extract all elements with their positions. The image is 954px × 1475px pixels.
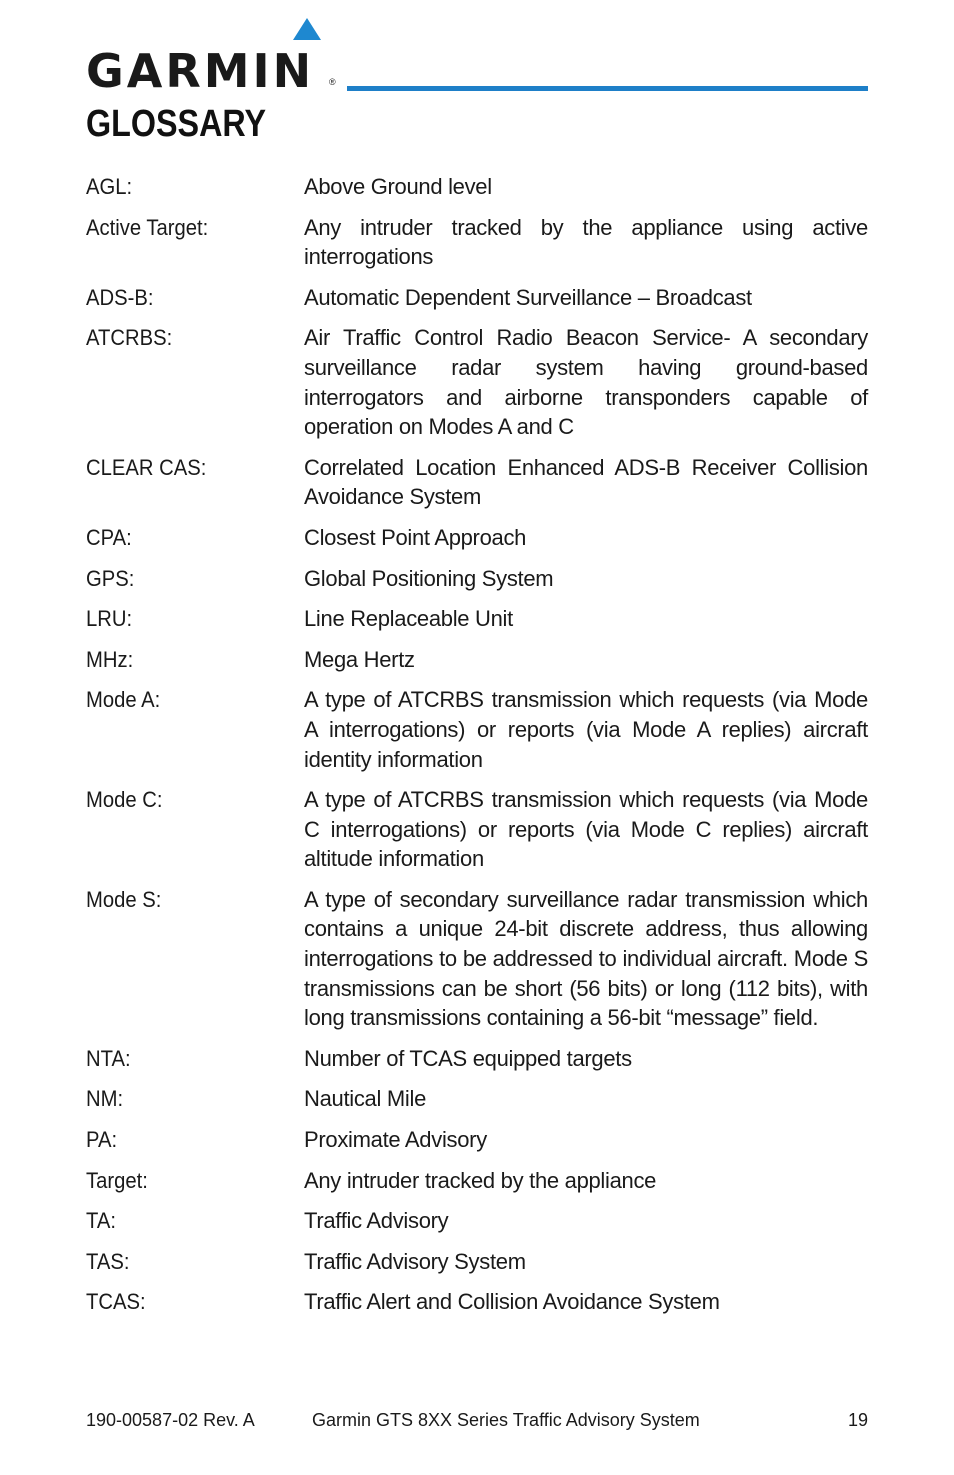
glossary-entry [86, 323, 868, 441]
glossary-definition: Global Positioning System [304, 565, 554, 591]
glossary-definition: Closest Point Approach [304, 524, 527, 550]
glossary-entry [86, 645, 868, 675]
glossary-entry [86, 1084, 868, 1114]
glossary-term: PA: [86, 1127, 118, 1153]
glossary-entry [86, 885, 868, 1033]
glossary-entry [86, 1166, 868, 1196]
logo-registered-mark: ® [329, 77, 336, 87]
footer-doc-title: Garmin GTS 8XX Series Traffic Advisory System [312, 1410, 700, 1430]
glossary-term: Active Target: [86, 214, 209, 240]
glossary-entry [86, 283, 868, 313]
glossary-term: TA: [86, 1208, 116, 1234]
glossary-entry [86, 1044, 868, 1074]
glossary-term: TAS: [86, 1248, 130, 1274]
glossary-term: LRU: [86, 606, 133, 632]
glossary-definition: Traffic Alert and Collision Avoidance System [304, 1289, 720, 1315]
glossary-definition: A type of secondary surveillance radar transmission which contains a unique 24-bit discrete address, thus allowing interrogations to be addressed to individual aircraft. Mode S transmissions can be short (56 bits) or long (112 bits), with long transmissions containing a 56-bit “message” field. [304, 886, 868, 1031]
glossary-term: TCAS: [86, 1289, 146, 1315]
glossary-definition: Correlated Location Enhanced ADS-B Receiver Collision Avoidance System [304, 454, 868, 510]
logo-triangle-icon [293, 18, 321, 40]
glossary-definition: Number of TCAS equipped targets [304, 1045, 632, 1071]
glossary-entry [86, 564, 868, 594]
glossary-entry [86, 604, 868, 634]
glossary-term: CLEAR CAS: [86, 454, 207, 480]
footer-page-number: 19 [847, 1410, 868, 1430]
glossary-term: ATCRBS: [86, 325, 173, 351]
glossary-definition: Traffic Advisory [304, 1208, 449, 1234]
logo-text: GARMIN [86, 44, 315, 98]
glossary-definition: Line Replaceable Unit [304, 606, 513, 632]
glossary-definition: Any intruder tracked by the appliance [304, 1167, 657, 1193]
glossary-term: ADS-B: [86, 284, 154, 310]
glossary-entry [86, 1206, 868, 1236]
glossary-definition: Air Traffic Control Radio Beacon Service- A secondary surveillance radar system having ground-based interrogators and airborne transponders capable of operation on Modes A and C [304, 325, 868, 440]
glossary-entry [86, 213, 868, 272]
glossary-entry [86, 523, 868, 553]
glossary-term: Mode C: [86, 787, 163, 813]
glossary-definition: Mega Hertz [304, 646, 415, 672]
page-header [86, 14, 868, 98]
glossary-definition: Proximate Advisory [304, 1127, 487, 1153]
glossary-term: Target: [86, 1167, 148, 1193]
glossary-definition: A type of ATCRBS transmission which requests (via Mode A interrogations) or reports (via Mode A replies) aircraft identity information [304, 687, 868, 772]
glossary-term: MHz: [86, 646, 134, 672]
glossary-entry [86, 785, 868, 874]
page-title: GLOSSARY [86, 103, 267, 145]
glossary-term: Mode S: [86, 886, 162, 912]
glossary-definition: Any intruder tracked by the appliance using active interrogations [304, 214, 868, 270]
glossary-entry [86, 685, 868, 774]
glossary-term: AGL: [86, 174, 133, 199]
garmin-logo [86, 14, 346, 98]
glossary-definition: Traffic Advisory System [304, 1248, 526, 1274]
glossary-entry [86, 172, 868, 202]
glossary-list [86, 172, 868, 1328]
glossary-definition: Nautical Mile [304, 1086, 427, 1112]
footer-doc-number: 190-00587-02 Rev. A [86, 1410, 255, 1430]
glossary-term: NM: [86, 1086, 124, 1112]
glossary-term: NTA: [86, 1045, 131, 1071]
glossary-entry [86, 1247, 868, 1277]
glossary-entry [86, 1125, 868, 1155]
glossary-term: CPA: [86, 524, 132, 550]
glossary-term: GPS: [86, 565, 135, 591]
glossary-term: Mode A: [86, 687, 161, 713]
glossary-entry [86, 453, 868, 512]
page-footer [86, 1410, 868, 1438]
glossary-definition: Automatic Dependent Surveillance – Broadcast [304, 284, 752, 310]
glossary-definition: Above Ground level [304, 174, 492, 199]
header-rule [347, 86, 868, 91]
glossary-definition: A type of ATCRBS transmission which requests (via Mode C interrogations) or reports (via Mode C replies) aircraft altitude information [304, 787, 868, 872]
glossary-entry [86, 1287, 868, 1317]
